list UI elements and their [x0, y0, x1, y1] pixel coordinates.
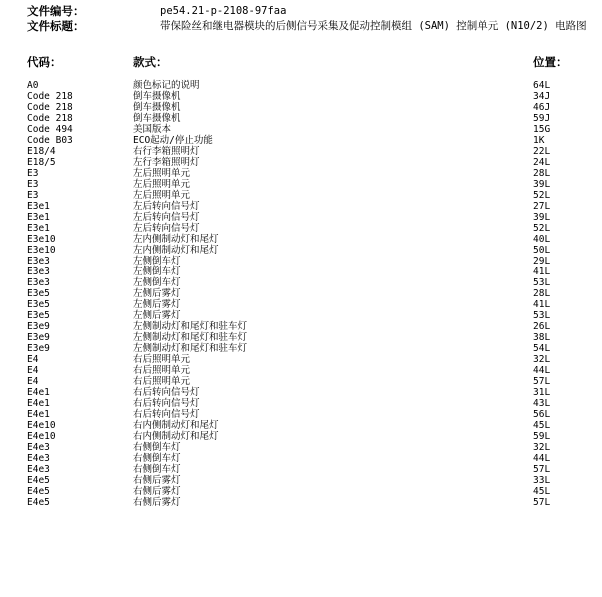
table-row — [0, 190, 602, 201]
row-position: 39L — [533, 211, 551, 223]
row-position: 59J — [533, 112, 551, 124]
row-position: 27L — [533, 200, 551, 212]
row-code: E4e1 — [27, 387, 50, 399]
row-description: 右后照明单元 — [133, 365, 191, 377]
table-row — [0, 387, 602, 398]
table-row — [0, 124, 602, 135]
row-position: 50L — [533, 244, 551, 256]
row-position: 46J — [533, 101, 551, 113]
row-description: 右后照明单元 — [133, 354, 191, 366]
table-row — [0, 442, 602, 453]
row-code: E3e5 — [27, 288, 50, 300]
row-description: 左后转向信号灯 — [133, 200, 200, 212]
row-position: 31L — [533, 387, 551, 399]
row-code: E3e1 — [27, 200, 50, 212]
row-code: Code 218 — [27, 112, 73, 124]
row-code: E4e1 — [27, 409, 50, 421]
row-position: 53L — [533, 277, 551, 289]
table-row — [0, 234, 602, 245]
row-description: 左后转向信号灯 — [133, 222, 200, 234]
row-code: E3e10 — [27, 244, 56, 256]
row-code: Code 218 — [27, 101, 73, 113]
component-table-body — [0, 80, 602, 508]
table-row — [0, 409, 602, 420]
row-position: 52L — [533, 189, 551, 201]
row-position: 32L — [533, 354, 551, 366]
row-description: 右侧倒车灯 — [133, 441, 181, 453]
row-code: E4e5 — [27, 485, 50, 497]
row-description: 颜色标记的说明 — [133, 80, 200, 91]
row-position: 59L — [533, 431, 551, 442]
table-row — [0, 299, 602, 310]
row-code: E3 — [27, 189, 39, 201]
row-code: E18/4 — [27, 145, 56, 157]
row-description: 左后照明单元 — [133, 189, 191, 201]
row-description: 左侧制动灯和尾灯和驻车灯 — [133, 343, 248, 355]
table-row — [0, 113, 602, 124]
row-description: 倒车摄像机 — [133, 90, 181, 102]
table-row — [0, 288, 602, 299]
table-row — [0, 80, 602, 91]
row-position: 64L — [533, 80, 551, 91]
row-description: 右侧倒车灯 — [133, 452, 181, 464]
column-header-code: 代码： — [27, 55, 62, 69]
row-code: E3e3 — [27, 266, 50, 278]
row-code: E3e9 — [27, 321, 50, 333]
row-position: 29L — [533, 255, 551, 267]
row-position: 41L — [533, 299, 551, 311]
row-description: 右后转向信号灯 — [133, 409, 200, 421]
row-position: 28L — [533, 167, 551, 179]
row-code: Code 494 — [27, 123, 73, 135]
row-code: E3e5 — [27, 299, 50, 311]
row-position: 1K — [533, 134, 545, 146]
file-title-label: 文件标题： — [27, 19, 85, 33]
row-description: 左内侧制动灯和尾灯 — [133, 244, 219, 256]
file-number-value: pe54.21-p-2108-97faa — [160, 5, 287, 17]
row-description: 右侧倒车灯 — [133, 463, 181, 475]
table-row — [0, 332, 602, 343]
table-row — [0, 102, 602, 113]
table-row — [0, 277, 602, 288]
table-row — [0, 464, 602, 475]
row-code: E4e1 — [27, 398, 50, 410]
table-row — [0, 212, 602, 223]
file-number-label: 文件编号： — [27, 4, 85, 18]
row-position: 22L — [533, 145, 551, 157]
row-code: E3e3 — [27, 255, 50, 267]
row-position: 15G — [533, 123, 551, 135]
table-row — [0, 168, 602, 179]
row-position: 39L — [533, 178, 551, 190]
table-row — [0, 398, 602, 409]
row-code: E3e9 — [27, 343, 50, 355]
table-row — [0, 486, 602, 497]
row-description: 右侧后雾灯 — [133, 485, 181, 497]
row-description: 右后照明单元 — [133, 376, 191, 388]
row-code: E3e5 — [27, 310, 50, 322]
row-description: 美国版本 — [133, 123, 172, 135]
row-code: E3e1 — [27, 211, 50, 223]
row-description: 右内侧制动灯和尾灯 — [133, 420, 219, 432]
row-description: 左后照明单元 — [133, 167, 191, 179]
row-code: E3 — [27, 178, 39, 190]
row-position: 57L — [533, 376, 551, 388]
row-position: 34J — [533, 90, 551, 102]
table-row — [0, 146, 602, 157]
row-position: 45L — [533, 485, 551, 497]
row-position: 43L — [533, 398, 551, 410]
row-description: 左行李箱照明灯 — [133, 156, 200, 168]
row-description: 右行李箱照明灯 — [133, 145, 200, 157]
row-description: 左后照明单元 — [133, 178, 191, 190]
row-description: 左后转向信号灯 — [133, 211, 200, 223]
row-position: 24L — [533, 156, 551, 168]
table-row — [0, 343, 602, 354]
row-code: E4 — [27, 376, 39, 388]
table-row — [0, 431, 602, 442]
row-code: Code 218 — [27, 90, 73, 102]
row-description: 右侧后雾灯 — [133, 474, 181, 486]
row-position: 57L — [533, 463, 551, 475]
row-code: E4e5 — [27, 474, 50, 486]
row-position: 44L — [533, 452, 551, 464]
table-row — [0, 376, 602, 387]
row-position: 26L — [533, 321, 551, 333]
column-header-position: 位置： — [533, 55, 568, 69]
row-code: E3e1 — [27, 222, 50, 234]
row-position: 44L — [533, 365, 551, 377]
table-row — [0, 91, 602, 102]
row-description: 左侧倒车灯 — [133, 277, 181, 289]
row-description: 左侧倒车灯 — [133, 266, 181, 278]
row-code: E3e3 — [27, 277, 50, 289]
row-code: E18/5 — [27, 156, 56, 168]
row-code: Code B03 — [27, 134, 73, 146]
table-row — [0, 475, 602, 486]
row-description: 左侧后雾灯 — [133, 288, 181, 300]
row-position: 40L — [533, 233, 551, 245]
table-row — [0, 365, 602, 376]
table-row — [0, 310, 602, 321]
row-position: 57L — [533, 496, 551, 508]
row-description: 左侧后雾灯 — [133, 299, 181, 311]
table-row — [0, 497, 602, 508]
row-description: 左侧制动灯和尾灯和驻车灯 — [133, 332, 248, 344]
column-header-description: 款式： — [133, 55, 168, 69]
file-title-value: 带保险丝和继电器模块的后侧信号采集及促动控制模组 (SAM) 控制单元 (N10/2) 电路图 — [160, 20, 587, 32]
row-description: 左侧制动灯和尾灯和驻车灯 — [133, 321, 248, 333]
table-row — [0, 135, 602, 146]
row-position: 45L — [533, 420, 551, 432]
row-position: 28L — [533, 288, 551, 300]
row-position: 33L — [533, 474, 551, 486]
row-description: 左侧后雾灯 — [133, 310, 181, 322]
table-row — [0, 266, 602, 277]
table-header — [0, 55, 602, 70]
row-code: E3e9 — [27, 332, 50, 344]
table-row — [0, 256, 602, 267]
table-row — [0, 201, 602, 212]
table-row — [0, 453, 602, 464]
row-position: 38L — [533, 332, 551, 344]
row-code: E4e10 — [27, 420, 56, 432]
row-code: E4e3 — [27, 452, 50, 464]
row-code: E4 — [27, 365, 39, 377]
row-code: E4 — [27, 354, 39, 366]
row-code: E3 — [27, 167, 39, 179]
table-row — [0, 179, 602, 190]
row-description: 左内侧制动灯和尾灯 — [133, 233, 219, 245]
row-description: 倒车摄像机 — [133, 101, 181, 113]
table-row — [0, 157, 602, 168]
row-description: ECO起动/停止功能 — [133, 134, 213, 146]
row-position: 56L — [533, 409, 551, 421]
row-description: 倒车摄像机 — [133, 112, 181, 124]
row-code: E4e3 — [27, 441, 50, 453]
row-code: A0 — [27, 80, 39, 91]
table-row — [0, 223, 602, 234]
row-code: E4e3 — [27, 463, 50, 475]
table-row — [0, 354, 602, 365]
row-position: 52L — [533, 222, 551, 234]
table-row — [0, 420, 602, 431]
row-code: E3e10 — [27, 233, 56, 245]
row-description: 右后转向信号灯 — [133, 398, 200, 410]
row-position: 32L — [533, 441, 551, 453]
row-description: 右内侧制动灯和尾灯 — [133, 431, 219, 442]
table-row — [0, 245, 602, 256]
row-position: 54L — [533, 343, 551, 355]
row-code: E4e10 — [27, 431, 56, 442]
row-position: 41L — [533, 266, 551, 278]
row-description: 左侧倒车灯 — [133, 255, 181, 267]
row-description: 右侧后雾灯 — [133, 496, 181, 508]
row-description: 右后转向信号灯 — [133, 387, 200, 399]
row-position: 53L — [533, 310, 551, 322]
row-code: E4e5 — [27, 496, 50, 508]
table-row — [0, 321, 602, 332]
